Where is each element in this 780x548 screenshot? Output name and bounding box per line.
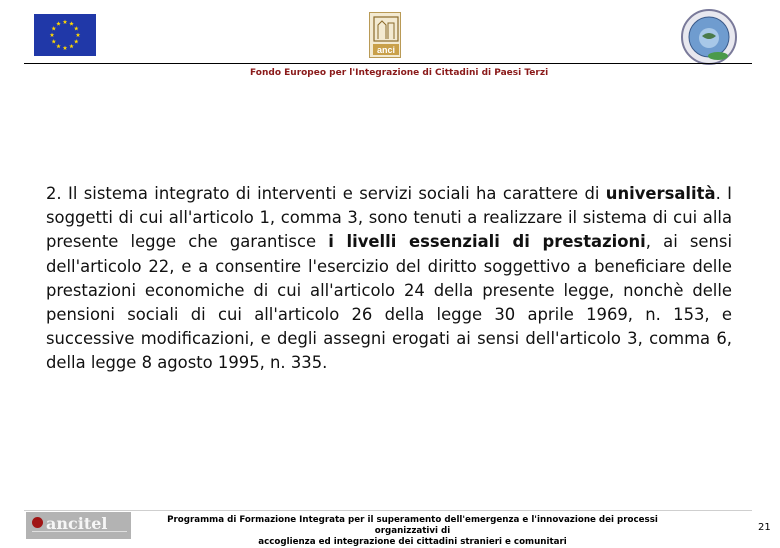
body-text-part: 2. Il sistema integrato di interventi e servizi sociali ha carattere di [46, 184, 606, 203]
ancitel-logo-text: ancitel [46, 514, 108, 533]
eu-star-icon [74, 26, 79, 30]
eu-star-icon [69, 44, 74, 48]
body-text-part: . I soggetti di cui all'articolo 1, comma 3, sono tenuti a realizzare il sistema di cui alla presente legge che garantisce [46, 184, 732, 252]
footer-programme-text [135, 515, 690, 548]
ancitel-logo [26, 512, 131, 539]
footer-line-1: Programma di Formazione Integrata per il superamento dell'emergenza e l'innovazione dei processi organizzativi di [167, 515, 658, 536]
page-number: 21 [758, 522, 771, 533]
eu-flag-logo [34, 14, 96, 56]
eu-star-icon [74, 39, 79, 43]
eu-star-icon [76, 33, 81, 37]
fund-title: Fondo Europeo per l'Integrazione di Cittadini di Paesi Terzi [250, 68, 549, 78]
eu-star-icon [51, 26, 56, 30]
footer-line-2: accoglienza ed integrazione dei cittadini stranieri e comunitari [258, 537, 567, 547]
eu-star-icon [56, 21, 61, 25]
body-text-part: , ai sensi dell'articolo 22, e a consentire l'esercizio del diritto soggettivo a beneficiare delle prestazioni economiche di cui all'articolo 24 della presente legge, nonchè delle pensioni sociali di cui all'articolo 26 della legge 30 aprile 1969, n. 153, e successive modificazioni, e degli assegni erogati ai sensi dell'articolo 3, comma 6, della legge 8 agosto 1995, n. 335. [46, 232, 732, 373]
footer-divider [24, 510, 752, 511]
header-divider [24, 63, 752, 64]
eu-star-icon [51, 39, 56, 43]
ancitel-underline [32, 531, 127, 535]
eu-star-icon [69, 21, 74, 25]
eu-star-icon [63, 20, 68, 24]
body-bold-essential-levels: i livelli essenziali di prestazioni [328, 232, 646, 252]
ancitel-mark-icon [32, 517, 43, 528]
eu-star-icon [56, 44, 61, 48]
seal-logo [680, 8, 738, 66]
svg-text:anci: anci [376, 45, 396, 55]
body-paragraph [46, 182, 732, 376]
body-bold-universality: universalità [605, 184, 716, 203]
eu-star-icon [50, 33, 55, 37]
anci-logo [369, 12, 401, 58]
eu-star-icon [63, 46, 68, 50]
